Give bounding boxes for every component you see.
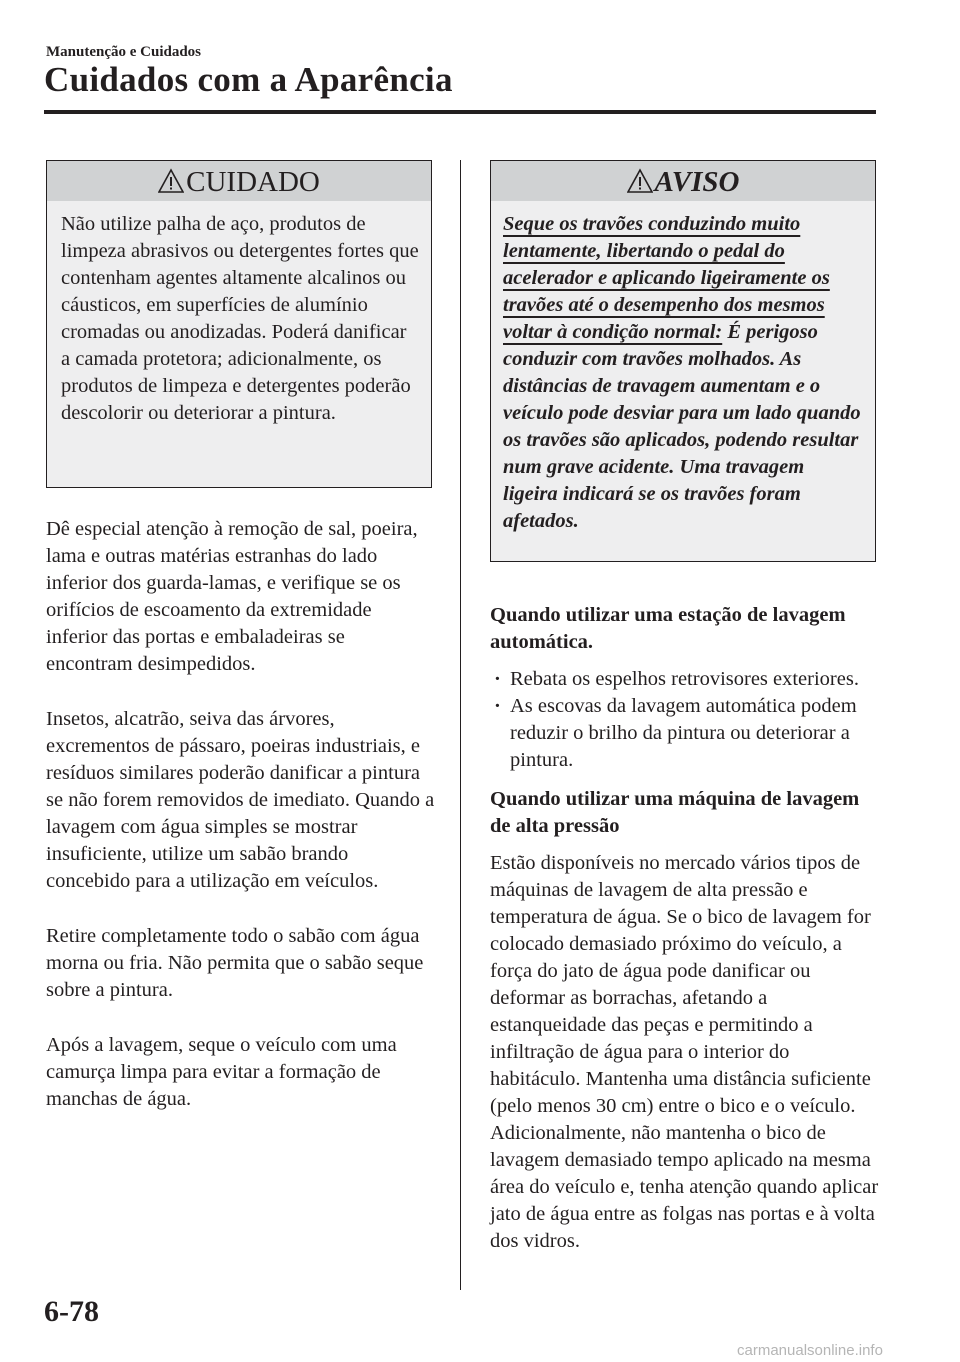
pressure-wash-text: Estão disponíveis no mercado vários tipos de máquinas de lavagem de alta pressão e temperatura de água. Se o bico de lavagem for colocado demasiado próximo do veículo, a força do jato de água pode danificar ou deformar as borrachas, afetando a estanqueidade das peças e permitindo a infiltração de água para o interior do habitáculo. Mantenha uma distância suficiente (pelo menos 30 cm) entre o bico e o veículo. Adicionalmente, não mantenha o bico de lavagem demasiado tempo aplicado na mesma área do veículo e, tenha atenção quando aplicar jato de água entre as folgas nas portas e à volta dos vidros.	[490, 852, 879, 1252]
warning-text: É perigoso conduzir com travões molhados. As distâncias de travagem aumentam e o veículo pode desviar para um lado quando os travões são aplicados, podendo resultar num grave acidente. Uma travagem ligeira indicará se os travões foram afetados.	[503, 321, 861, 532]
warning-triangle-icon	[627, 164, 653, 206]
page-number: 6-78	[44, 1295, 99, 1328]
caution-box	[46, 160, 432, 488]
watermark: carmanualsonline.info	[737, 1342, 883, 1359]
auto-wash-heading: Quando utilizar uma estação de lavagem automática.	[490, 604, 846, 653]
caution-header	[47, 161, 431, 201]
column-divider	[460, 160, 461, 1290]
page-title: Cuidados com a Aparência	[44, 60, 453, 99]
warning-underlined-text: Seque os travões conduzindo muito lentamente, libertando o pedal do acelerador e aplicando ligeiramente os travões até o desempenho dos mesmos voltar à condição normal:	[503, 213, 830, 343]
warning-triangle-icon	[158, 164, 184, 206]
list-item: · Rebata os espelhos retrovisores exteriores.	[490, 666, 880, 693]
auto-wash-list	[490, 666, 880, 774]
pressure-wash-heading: Quando utilizar uma máquina de lavagem de alta pressão	[490, 788, 860, 837]
body-paragraph: Dê especial atenção à remoção de sal, poeira, lama e outras matérias estranhas do lado inferior dos guarda-lamas, e verifique se os orifícios de escoamento da extremidade inferior das portas e embaladeiras se encontram desimpedidos.	[46, 518, 418, 675]
warning-header	[491, 161, 875, 201]
section-label: Manutenção e Cuidados	[46, 44, 202, 60]
list-item: · As escovas da lavagem automática podem reduzir o brilho da pintura ou deteriorar a pintura.	[490, 693, 880, 774]
warning-heading: AVISO	[654, 166, 740, 198]
body-paragraph: Insetos, alcatrão, seiva das árvores, excrementos de pássaro, poeiras industriais, e resíduos similares poderão danificar a pintura se não forem removidos de imediato. Quando a lavagem com água simples se mostrar insuficiente, utilize um sabão brando concebido para a utilização em veículos.	[46, 708, 435, 892]
body-paragraph: Após a lavagem, seque o veículo com uma camurça limpa para evitar a formação de manchas de água.	[46, 1034, 397, 1110]
caution-text: Não utilize palha de aço, produtos de limpeza abrasivos ou detergentes fortes que contenham agentes altamente alcalinos ou cáusticos, em superfícies de alumínio cromadas ou anodizadas. Poderá danificar a camada protetora; adicionalmente, os produtos de limpeza e detergentes poderão descolorir ou deteriorar a pintura.	[47, 201, 431, 487]
header-rule	[44, 110, 876, 114]
caution-heading: CUIDADO	[186, 166, 320, 198]
warning-body	[491, 201, 875, 561]
left-column	[46, 160, 436, 1113]
right-column	[490, 160, 880, 1255]
body-paragraph: Retire completamente todo o sabão com água morna ou fria. Não permita que o sabão seque sobre a pintura.	[46, 925, 424, 1001]
warning-box	[490, 160, 876, 562]
